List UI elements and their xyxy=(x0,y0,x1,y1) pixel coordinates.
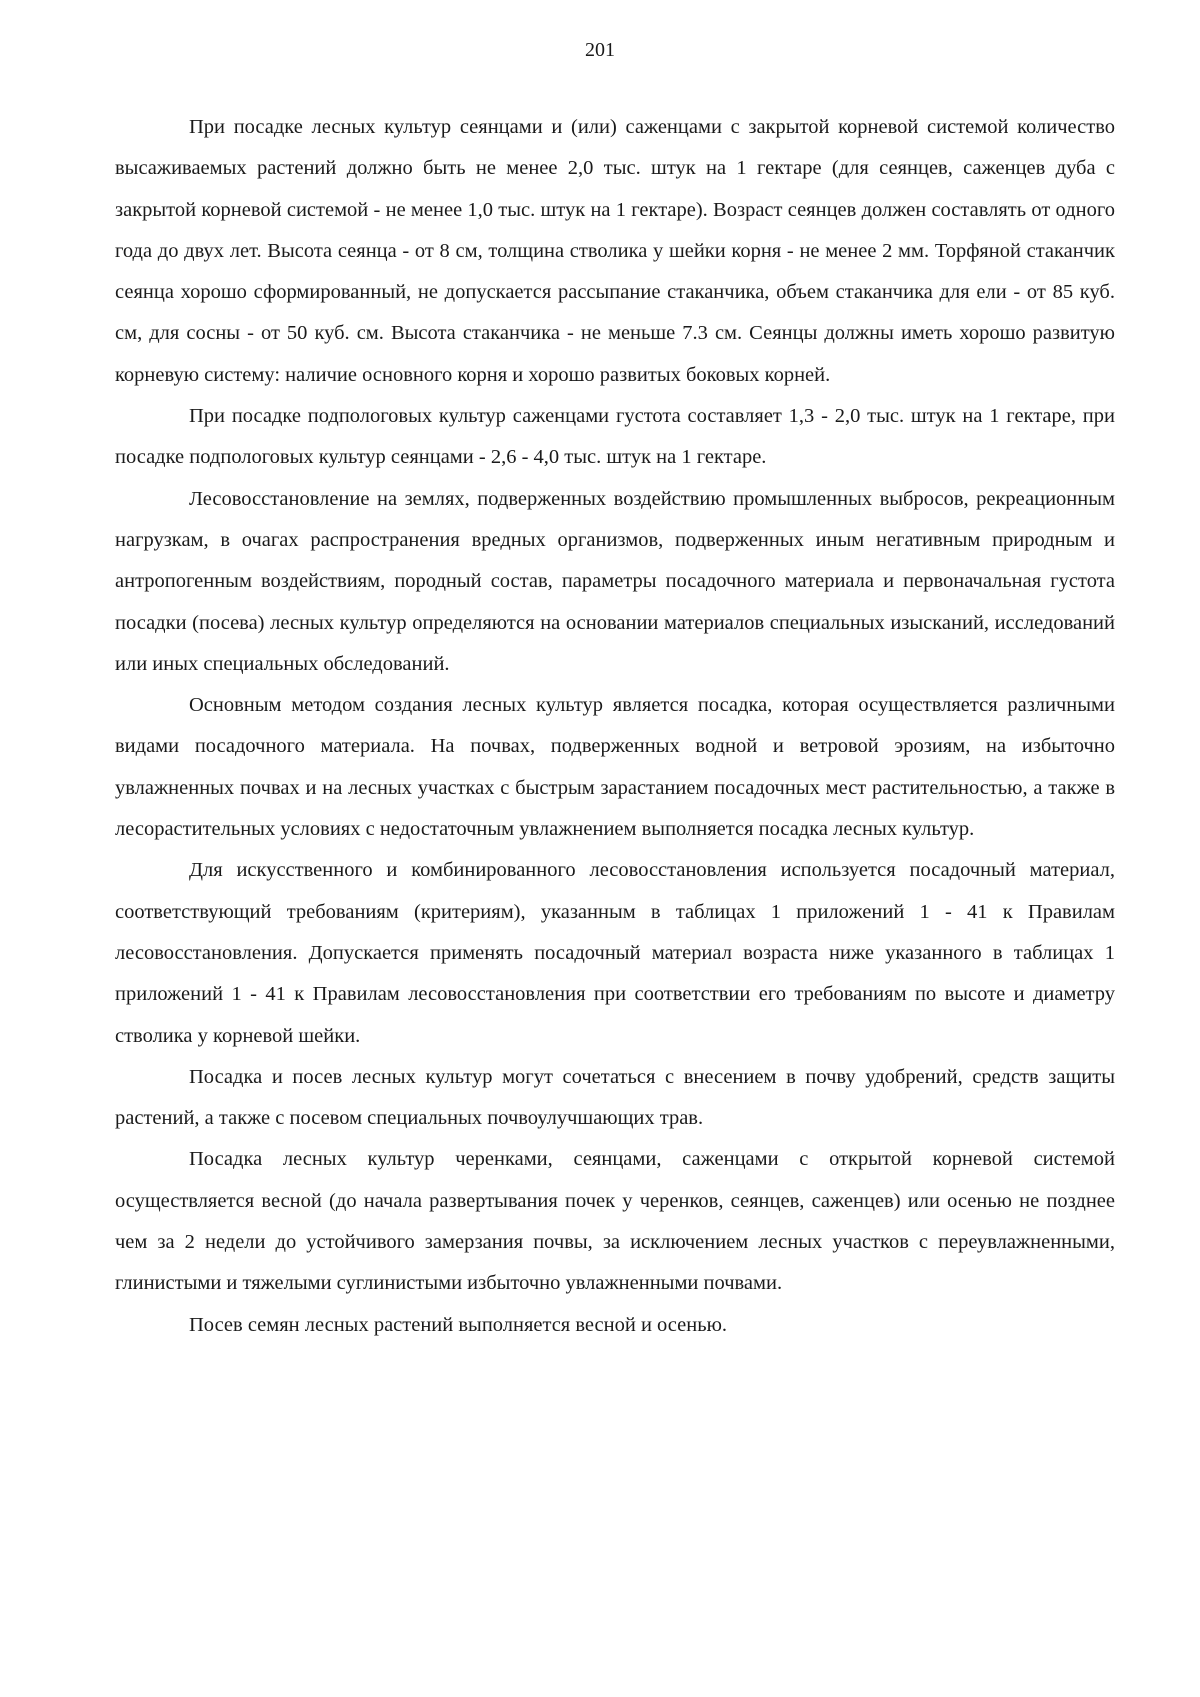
paragraph-fertilizers: Посадка и посев лесных культур могут сочетаться с внесением в почву удобрений, средств защиты растений, а также с посевом специальных почвоулучшающих трав. xyxy=(115,1065,1115,1130)
paragraph-planting-season: Посадка лесных культур черенками, сеянцами, саженцами с открытой корневой системой осуществляется весной (до начала развертывания почек у черенков, сеянцев, саженцев) или осенью не позднее чем за 2 недели до устойчивого замерзания почвы, за исключением лесных участков с переувлажненными, глинистыми и тяжелыми суглинистыми избыточно увлажненными почвами. xyxy=(115,1148,1115,1295)
page-number: 201 xyxy=(585,39,615,61)
paragraph-planting-material: Для искусственного и комбинированного лесовосстановления используется посадочный материал, соответствующий требованиям (критериям), указанным в таблицах 1 приложений 1 - 41 к Правилам лесовосстановления. Допускается применять посадочный материал возраста ниже указанного в таблицах 1 приложений 1 - 41 к Правилам лесовосстановления при соответствии его требованиям по высоте и диаметру стволика у корневой шейки. xyxy=(115,859,1115,1047)
paragraph-damaged-lands: Лесовосстановление на землях, подверженных воздействию промышленных выбросов, рекреационным нагрузкам, в очагах распространения вредных организмов, подверженных иным негативным природным и антропогенным воздействиям, породный состав, параметры посадочного материала и первоначальная густота посадки (посева) лесных культур определяются на основании материалов специальных изысканий, исследований или иных специальных обследований. xyxy=(115,487,1115,675)
document-body xyxy=(115,107,1115,1346)
paragraph-closed-root-seedlings: При посадке лесных культур сеянцами и (или) саженцами с закрытой корневой системой количество высаживаемых растений должно быть не менее 2,0 тыс. штук на 1 гектаре (для сеянцев, саженцев дуба с закрытой корневой системой - не менее 1,0 тыс. штук на 1 гектаре). Возраст сеянцев должен составлять от одного года до двух лет. Высота сеянца - от 8 см, толщина стволика у шейки корня - не менее 2 мм. Торфяной стаканчик сеянца хорошо сформированный, не допускается рассыпание стаканчика, объем стаканчика для ели - от 85 куб. см, для сосны - от 50 куб. см. Высота стаканчика - не меньше 7.3 см. Сеянцы должны иметь хорошо развитую корневую систему: наличие основного корня и хорошо развитых боковых корней. xyxy=(115,116,1115,386)
paragraph-under-canopy-density: При посадке подпологовых культур саженцами густота составляет 1,3 - 2,0 тыс. штук на 1 гектаре, при посадке подпологовых культур сеянцами - 2,6 - 4,0 тыс. штук на 1 гектаре. xyxy=(115,405,1115,469)
paragraph-main-method: Основным методом создания лесных культур является посадка, которая осуществляется различными видами посадочного материала. На почвах, подверженных водной и ветровой эрозиям, на избыточно увлажненных почвах и на лесных участках с быстрым зарастанием посадочных мест растительностью, а также в лесорастительных условиях с недостаточным увлажнением выполняется посадка лесных культур. xyxy=(115,694,1115,841)
paragraph-sowing-season: Посев семян лесных растений выполняется весной и осенью. xyxy=(189,1313,728,1336)
